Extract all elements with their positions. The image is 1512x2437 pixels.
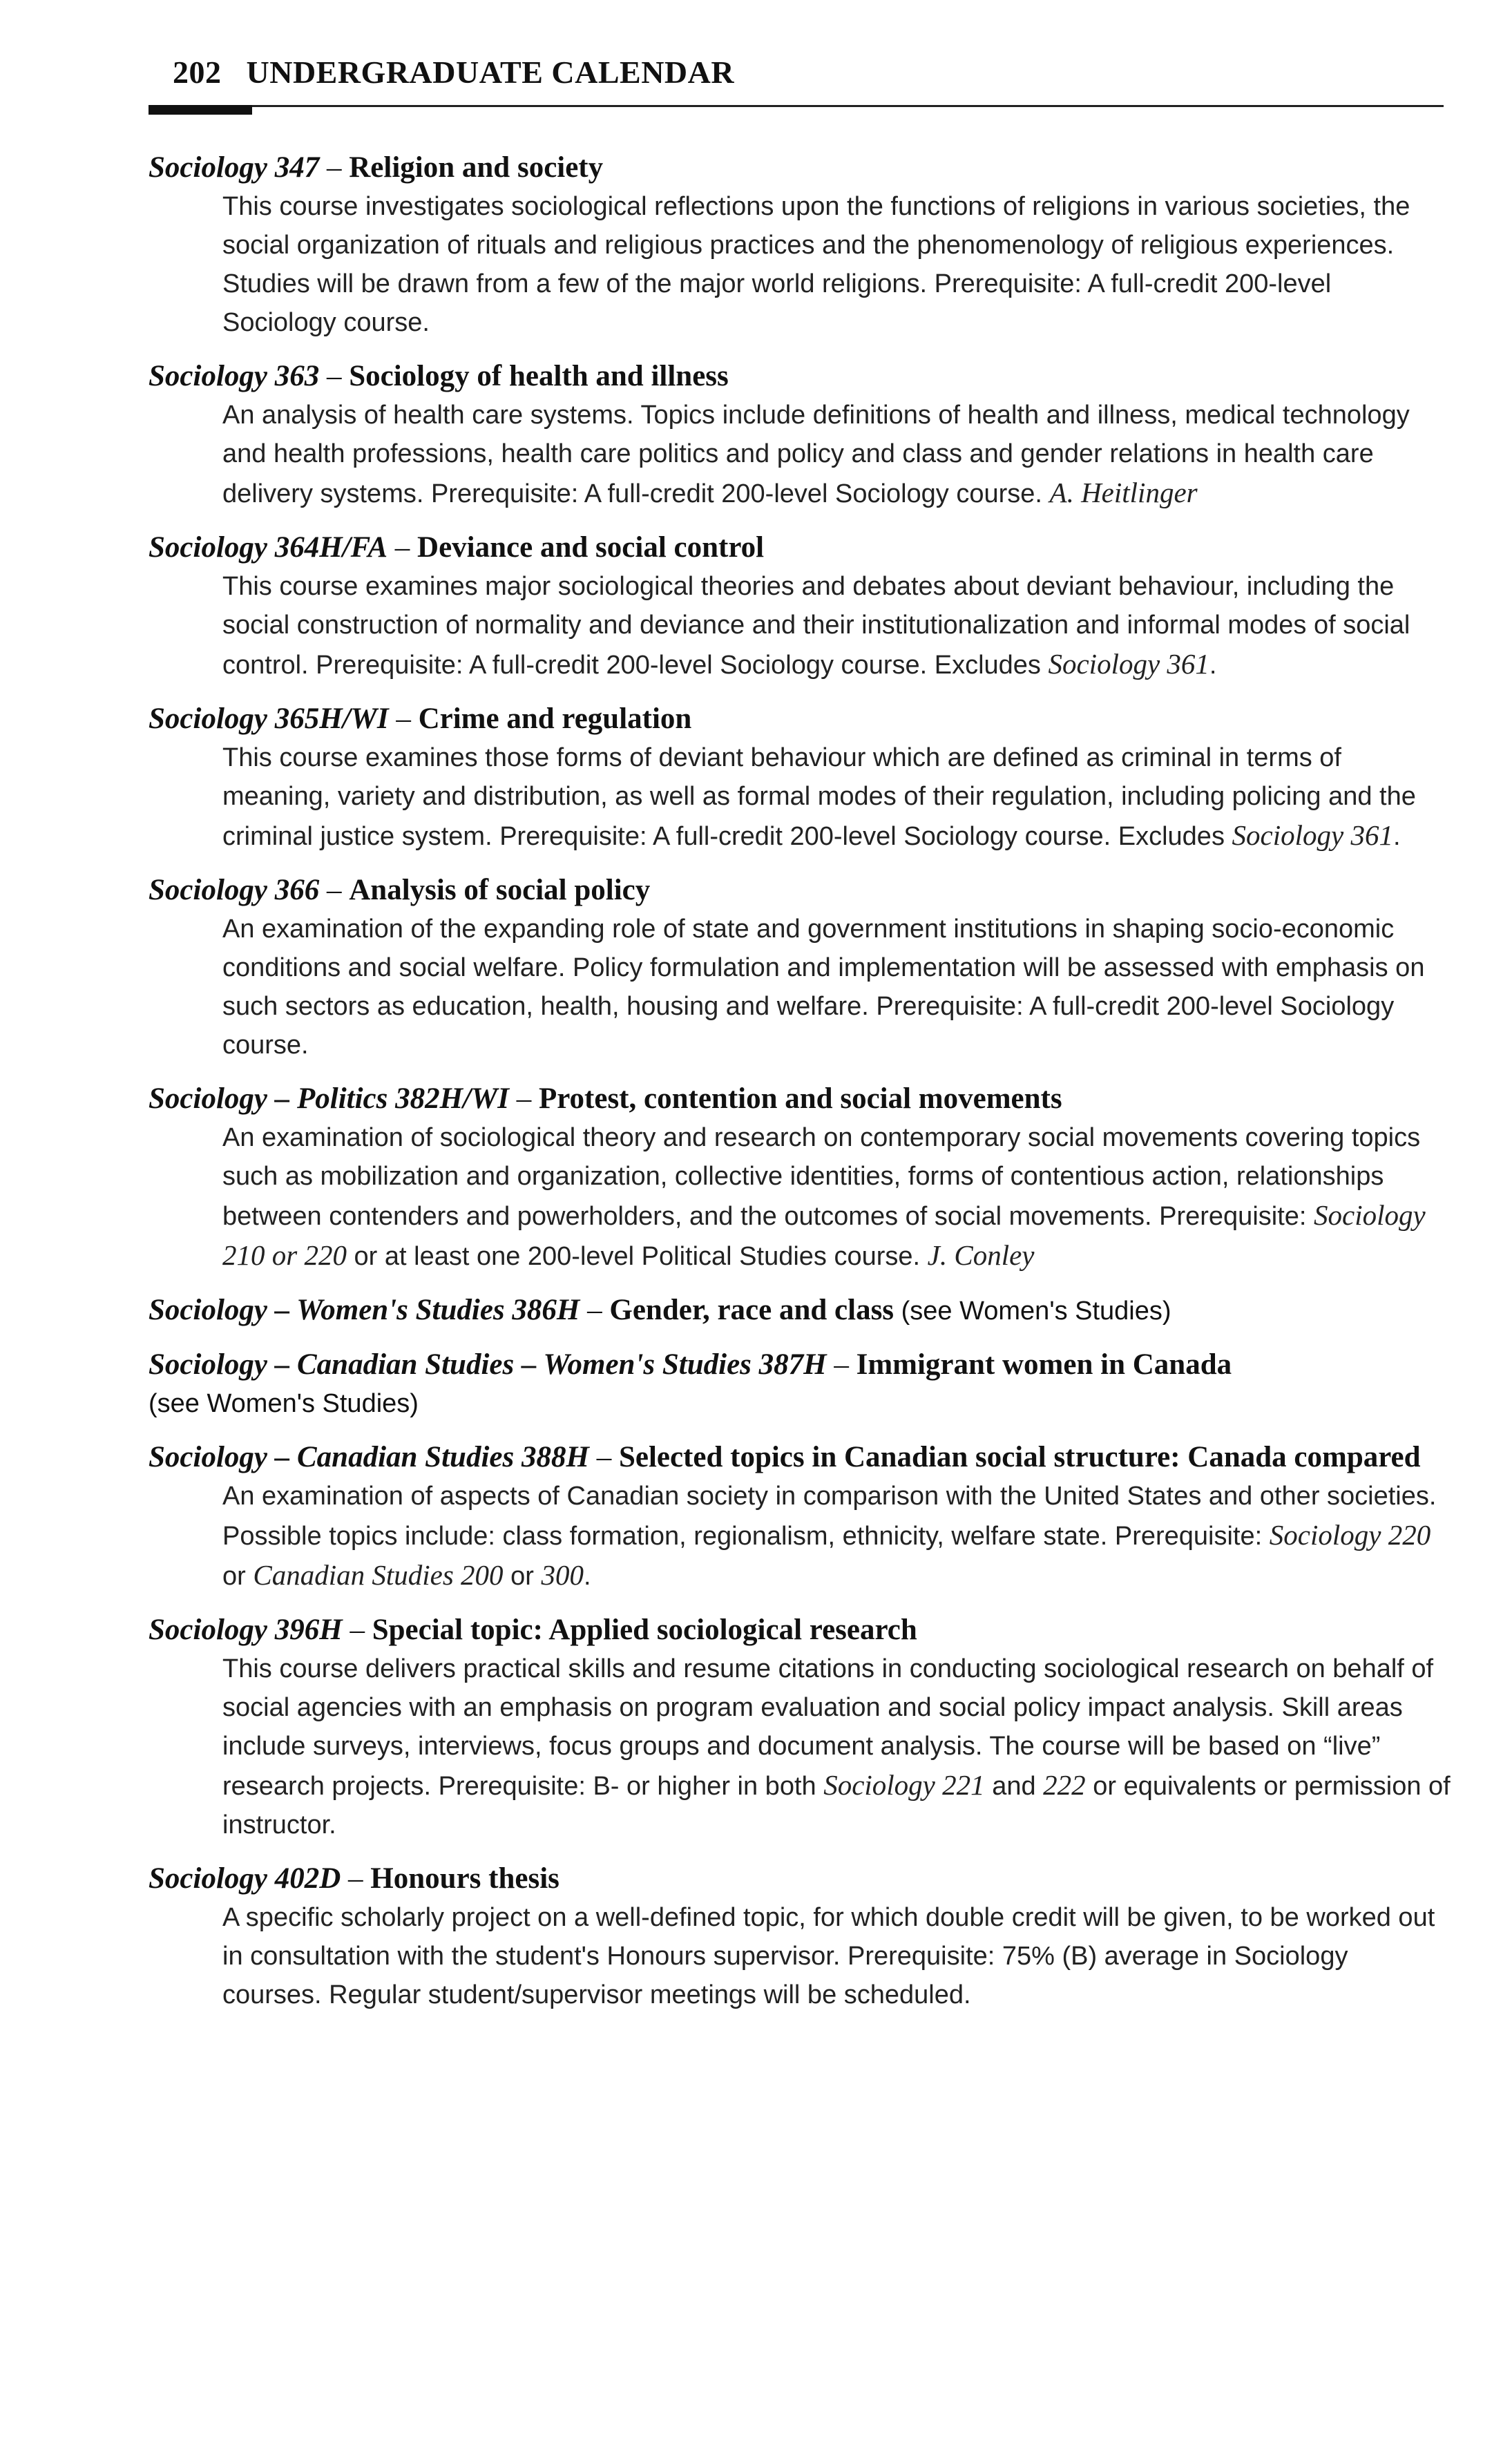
course-entry <box>149 1438 1447 1596</box>
course-description: An analysis of health care systems. Topics include definitions of health and illness, medical technology and health professions, health care politics and policy and class and gender relations in health care delivery systems. Prerequisite: A full-credit 200-level Sociology course. A. Heitlinger <box>222 401 1410 508</box>
course-title: Religion and society <box>349 151 604 184</box>
course-description: An examination of sociological theory and research on contemporary social movements covering topics such as mobilization and organization, collective identities, forms of contentious action, relationships between contenders and powerholders, and the outcomes of social movements. Prerequisite: Sociology 210 or 220 or at least one 200-level Political Studies course. J. Conley <box>222 1123 1426 1271</box>
course-heading: Sociology 396H – Special topic: Applied sociological research <box>149 1614 917 1646</box>
cross-reference: (see Women's Studies) <box>149 1389 419 1418</box>
course-code: Sociology 396H <box>149 1614 343 1646</box>
prerequisite-course: Sociology 221 <box>823 1769 985 1801</box>
prerequisite-course: Sociology 220 <box>1269 1519 1431 1551</box>
course-code: Sociology 366 <box>149 874 320 906</box>
course-code: Sociology 402D <box>149 1862 341 1895</box>
course-heading: Sociology 366 – Analysis of social policy <box>149 874 651 906</box>
course-entry <box>149 357 1447 513</box>
header-rule <box>149 105 1444 107</box>
course-heading: Sociology 365H/WI – Crime and regulation <box>149 703 692 735</box>
course-description: An examination of aspects of Canadian society in comparison with the United States and other societies. Possible topics include: class formation, regionalism, ethnicity, welfare state. Prerequisite: Sociology 220 or Canadian Studies 200 or 300. <box>222 1482 1437 1591</box>
course-entry <box>149 1291 1447 1330</box>
page-number: 202 <box>173 55 222 90</box>
course-title: Selected topics in Canadian social structure: Canada compared <box>618 1441 1421 1473</box>
course-entry <box>149 1860 1447 2014</box>
instructor-name: J. Conley <box>927 1239 1035 1271</box>
course-heading: Sociology – Canadian Studies – Women's Studies 387H – Immigrant women in Canada <box>149 1348 1232 1381</box>
prerequisite-course: Canadian Studies 200 <box>253 1559 504 1591</box>
cross-reference: (see Women's Studies) <box>894 1297 1171 1326</box>
instructor-name: A. Heitlinger <box>1049 477 1198 508</box>
course-entry <box>149 700 1447 856</box>
course-description: This course investigates sociological reflections upon the functions of religions in various societies, the social organization of rituals and religious practices and the phenomenology of religious experiences. Studies will be drawn from a few of the major world religions. Prerequisite: A full-credit 200-level Sociology course. <box>222 192 1410 337</box>
course-code: Sociology 365H/WI <box>149 703 389 735</box>
course-title: Protest, contention and social movements <box>538 1082 1062 1115</box>
course-entry <box>149 871 1447 1064</box>
excluded-course: Sociology 361 <box>1232 819 1393 851</box>
course-heading: Sociology 347 – Religion and society <box>149 151 604 184</box>
course-code: Sociology – Canadian Studies – Women's Studies 387H <box>149 1348 827 1381</box>
course-code: Sociology 347 <box>149 151 320 184</box>
course-title: Immigrant women in Canada <box>856 1348 1232 1381</box>
prerequisite-course: 222 <box>1043 1769 1086 1801</box>
course-heading: Sociology – Canadian Studies 388H – Selected topics in Canadian social structure: Canada compared <box>149 1441 1421 1473</box>
course-title: Analysis of social policy <box>349 874 651 906</box>
course-code: Sociology 364H/FA <box>149 531 388 564</box>
course-heading: Sociology – Women's Studies 386H – Gender, race and class (see Women's Studies) <box>149 1294 1171 1326</box>
course-code: Sociology 363 <box>149 360 320 392</box>
course-title: Crime and regulation <box>418 703 692 735</box>
course-description: An examination of the expanding role of state and government institutions in shaping socio-economic conditions and social welfare. Policy formulation and implementation will be assessed with emphasis on such sectors as education, health, housing and welfare. Prerequisite: A full-credit 200-level Sociology course. <box>222 915 1425 1060</box>
prerequisite-course: Sociology 210 or 220 <box>222 1199 1426 1271</box>
course-description: A specific scholarly project on a well-defined topic, for which double credit will be given, to be worked out in consultation with the student's Honours supervisor. Prerequisite: 75% (B) average in Sociology courses. Regular student/supervisor meetings will be scheduled. <box>222 1903 1435 2009</box>
course-description: This course examines those forms of deviant behaviour which are defined as criminal in terms of meaning, variety and distribution, as well as formal modes of their regulation, including policing and the criminal justice system. Prerequisite: A full-credit 200-level Sociology course. Excludes Sociology 361. <box>222 743 1416 851</box>
course-title: Deviance and social control <box>417 531 765 564</box>
course-list <box>149 149 1451 2029</box>
course-description: This course delivers practical skills and resume citations in conducting sociological research on behalf of social agencies with an emphasis on program evaluation and social policy impact analysis. Skill areas include surveys, interviews, focus groups and document analysis. The course will be based on “live” research projects. Prerequisite: B- or higher in both Sociology 221 and 222 or equivalents or permission of instructor. <box>222 1654 1451 1839</box>
course-heading: Sociology 402D – Honours thesis <box>149 1862 559 1895</box>
course-title: Gender, race and class <box>609 1294 894 1326</box>
course-entry <box>149 1080 1447 1276</box>
header-rule-accent <box>149 105 252 115</box>
course-code: Sociology – Canadian Studies 388H <box>149 1441 589 1473</box>
course-title: Sociology of health and illness <box>349 360 729 392</box>
course-heading: Sociology 364H/FA – Deviance and social control <box>149 531 765 564</box>
course-code: Sociology – Women's Studies 386H <box>149 1294 580 1326</box>
course-entry <box>149 149 1447 342</box>
running-title: UNDERGRADUATE CALENDAR <box>246 55 735 90</box>
course-heading: Sociology 363 – Sociology of health and illness <box>149 360 729 392</box>
course-entry <box>149 528 1447 685</box>
course-entry <box>149 1346 1447 1423</box>
course-title: Honours thesis <box>370 1862 559 1895</box>
course-code: Sociology – Politics 382H/WI <box>149 1082 509 1115</box>
course-title: Special topic: Applied sociological research <box>372 1614 917 1646</box>
prerequisite-course: 300 <box>541 1559 584 1591</box>
excluded-course: Sociology 361 <box>1048 648 1209 680</box>
running-head <box>173 54 734 90</box>
course-heading: Sociology – Politics 382H/WI – Protest, contention and social movements <box>149 1082 1062 1115</box>
course-description: This course examines major sociological theories and debates about deviant behaviour, including the social construction of normality and deviance and their institutionalization and informal modes of social control. Prerequisite: A full-credit 200-level Sociology course. Excludes Sociology 361. <box>222 572 1410 680</box>
course-entry <box>149 1611 1451 1844</box>
